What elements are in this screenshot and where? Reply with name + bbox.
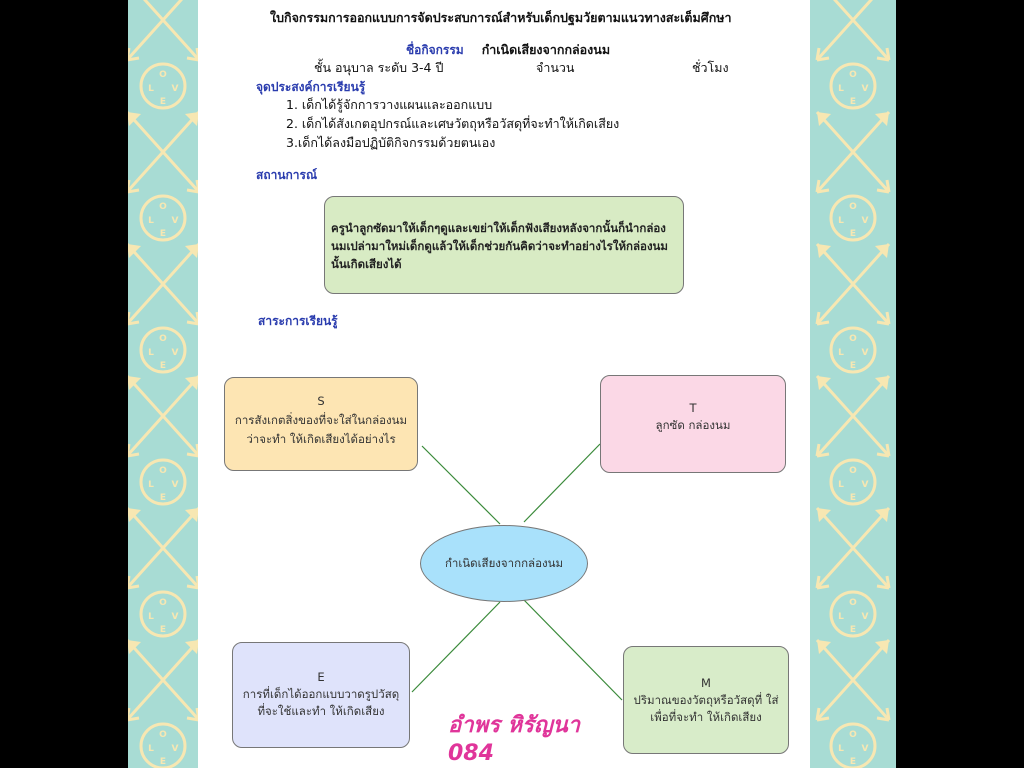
crossed-arrows-icon [817, 376, 889, 456]
svg-text:O: O [849, 598, 857, 608]
svg-text:V: V [171, 348, 179, 358]
svg-text:L: L [838, 480, 844, 490]
crossed-arrows-icon [817, 508, 889, 588]
stem-engineering-box [232, 642, 410, 748]
svg-text:L: L [838, 348, 844, 358]
stem-math-box [623, 646, 789, 754]
science-text-line1: การสังเกตสิ่งของที่จะใส่ในกล่องนม [234, 413, 408, 427]
right-decorative-border [810, 0, 896, 768]
stem-science-box [224, 377, 418, 471]
svg-text:O: O [159, 598, 167, 608]
svg-text:E: E [849, 97, 857, 107]
svg-text:E: E [159, 625, 167, 635]
svg-text:V: V [861, 480, 869, 490]
love-circle-icon [831, 328, 875, 372]
connector-t [524, 444, 600, 522]
svg-text:O: O [849, 466, 857, 476]
crossed-arrows-icon [817, 244, 889, 324]
hours-text: ชั่วโมง [692, 60, 729, 75]
svg-text:O: O [849, 730, 857, 740]
level-text: ชั้น อนุบาล ระดับ 3-4 ปี [314, 60, 444, 75]
love-circle-icon [141, 328, 185, 372]
svg-text:E: E [159, 97, 167, 107]
connector-e [412, 602, 500, 692]
svg-text:O: O [159, 730, 167, 740]
crossed-arrows-icon [128, 112, 198, 192]
engineering-key: E [317, 670, 325, 684]
svg-text:V: V [861, 84, 869, 94]
svg-text:O: O [849, 202, 857, 212]
science-text-line2: ว่าจะทำ ให้เกิดเสียงได้อย่างไร [246, 432, 396, 446]
connector-m [524, 600, 622, 700]
love-circle-icon [831, 460, 875, 504]
love-circle-icon [831, 592, 875, 636]
activity-label: ชื่อกิจกรรม [406, 43, 464, 57]
technology-text: ลูกซัด กล่องนม [655, 418, 731, 432]
crossed-arrows-icon [817, 112, 889, 192]
svg-text:L: L [148, 480, 154, 490]
love-circle-icon [831, 724, 875, 768]
stem-technology-box [600, 375, 786, 473]
love-circle-icon [141, 196, 185, 240]
svg-text:E: E [159, 229, 167, 239]
svg-text:V: V [171, 480, 179, 490]
love-circle-icon [831, 196, 875, 240]
svg-text:V: V [171, 744, 179, 754]
worksheet-page [198, 0, 810, 768]
crossed-arrows-icon [128, 0, 198, 60]
activity-name: กำเนิดเสียงจากกล่องนม [481, 42, 611, 57]
svg-text:V: V [861, 744, 869, 754]
svg-text:V: V [171, 612, 179, 622]
svg-text:E: E [159, 361, 167, 371]
svg-text:L: L [148, 84, 154, 94]
svg-text:O: O [159, 466, 167, 476]
love-circle-icon [141, 592, 185, 636]
arrow-pattern-left [128, 0, 198, 768]
svg-text:E: E [849, 229, 857, 239]
author-name: อำพร หิรัญนา [448, 713, 580, 738]
love-circle-icon [141, 460, 185, 504]
crossed-arrows-icon [128, 244, 198, 324]
svg-text:L: L [148, 348, 154, 358]
svg-text:E: E [849, 625, 857, 635]
math-key: M [701, 676, 711, 690]
science-key: S [317, 394, 325, 408]
page-title: ใบกิจกรรมการออกแบบการจัดประสบการณ์สำหรับเด็กปฐมวัยตามแนวทางสะเต็มศึกษา [270, 10, 732, 25]
situation-box: ครูนำลูกซัดมาให้เด็กๆดูและเขย่าให้เด็กฟังเสียงหลังจากนั้นก็นำกล่องนมเปล่ามาใหม่เด็กดูแล้วให้เด็กช่วยกันคิดว่าจะทำอย่างไรให้กล่องนมนั้นเกิดเสียงได้ [324, 196, 684, 294]
love-circle-icon [831, 64, 875, 108]
svg-text:O: O [849, 334, 857, 344]
left-decorative-border [128, 0, 198, 768]
love-circle-icon [141, 64, 185, 108]
svg-text:L: L [838, 612, 844, 622]
svg-text:V: V [861, 216, 869, 226]
crossed-arrows-icon [817, 0, 889, 60]
crossed-arrows-icon [128, 376, 198, 456]
svg-text:L: L [148, 744, 154, 754]
svg-text:L: L [148, 216, 154, 226]
svg-text:V: V [171, 84, 179, 94]
center-topic-text: กำเนิดเสียงจากกล่องนม [444, 555, 564, 570]
svg-text:E: E [159, 757, 167, 767]
svg-text:L: L [838, 216, 844, 226]
arrow-pattern-right [810, 0, 896, 768]
engineering-text-line2: ที่จะใช้และทำ ให้เกิดเสียง [257, 704, 385, 718]
crossed-arrows-icon [128, 508, 198, 588]
objectives-heading: จุดประสงค์การเรียนรู้ [256, 80, 366, 94]
center-topic-ellipse [420, 525, 588, 602]
engineering-text-line1: การที่เด็กได้ออกแบบวาดรูปวัสดุ [242, 687, 400, 701]
svg-text:V: V [171, 216, 179, 226]
svg-text:E: E [849, 757, 857, 767]
amount-text: จำนวน [536, 60, 575, 75]
connector-s [422, 446, 500, 524]
svg-text:V: V [861, 348, 869, 358]
objective-item: 1. เด็กได้รู้จักการวางแผนและออกแบบ [286, 97, 493, 112]
math-text-line2: เพื่อที่จะทำ ให้เกิดเสียง [650, 710, 762, 724]
svg-text:V: V [861, 612, 869, 622]
svg-text:E: E [849, 361, 857, 371]
crossed-arrows-icon [817, 640, 889, 720]
situation-heading: สถานการณ์ [256, 168, 318, 182]
objective-item: 2. เด็กได้สังเกตอุปกรณ์และเศษวัตถุหรือวัสดุที่จะทำให้เกิดเสียง [286, 116, 620, 131]
objective-item: 3.เด็กได้ลงมือปฏิบัติกิจกรรมด้วยตนเอง [286, 135, 496, 150]
technology-key: T [689, 401, 697, 415]
svg-text:L: L [838, 84, 844, 94]
math-text-line1: ปริมาณของวัตถุหรือวัสดุที่ ใส่ [633, 693, 779, 707]
svg-text:L: L [148, 612, 154, 622]
svg-text:O: O [159, 202, 167, 212]
author-number: 084 [448, 741, 494, 766]
crossed-arrows-icon [128, 640, 198, 720]
svg-text:L: L [838, 744, 844, 754]
svg-text:O: O [159, 334, 167, 344]
svg-text:O: O [159, 70, 167, 80]
svg-text:E: E [849, 493, 857, 503]
svg-text:O: O [849, 70, 857, 80]
author-signature [448, 712, 580, 768]
love-circle-icon [141, 724, 185, 768]
content-heading: สาระการเรียนรู้ [258, 314, 338, 328]
svg-text:E: E [159, 493, 167, 503]
